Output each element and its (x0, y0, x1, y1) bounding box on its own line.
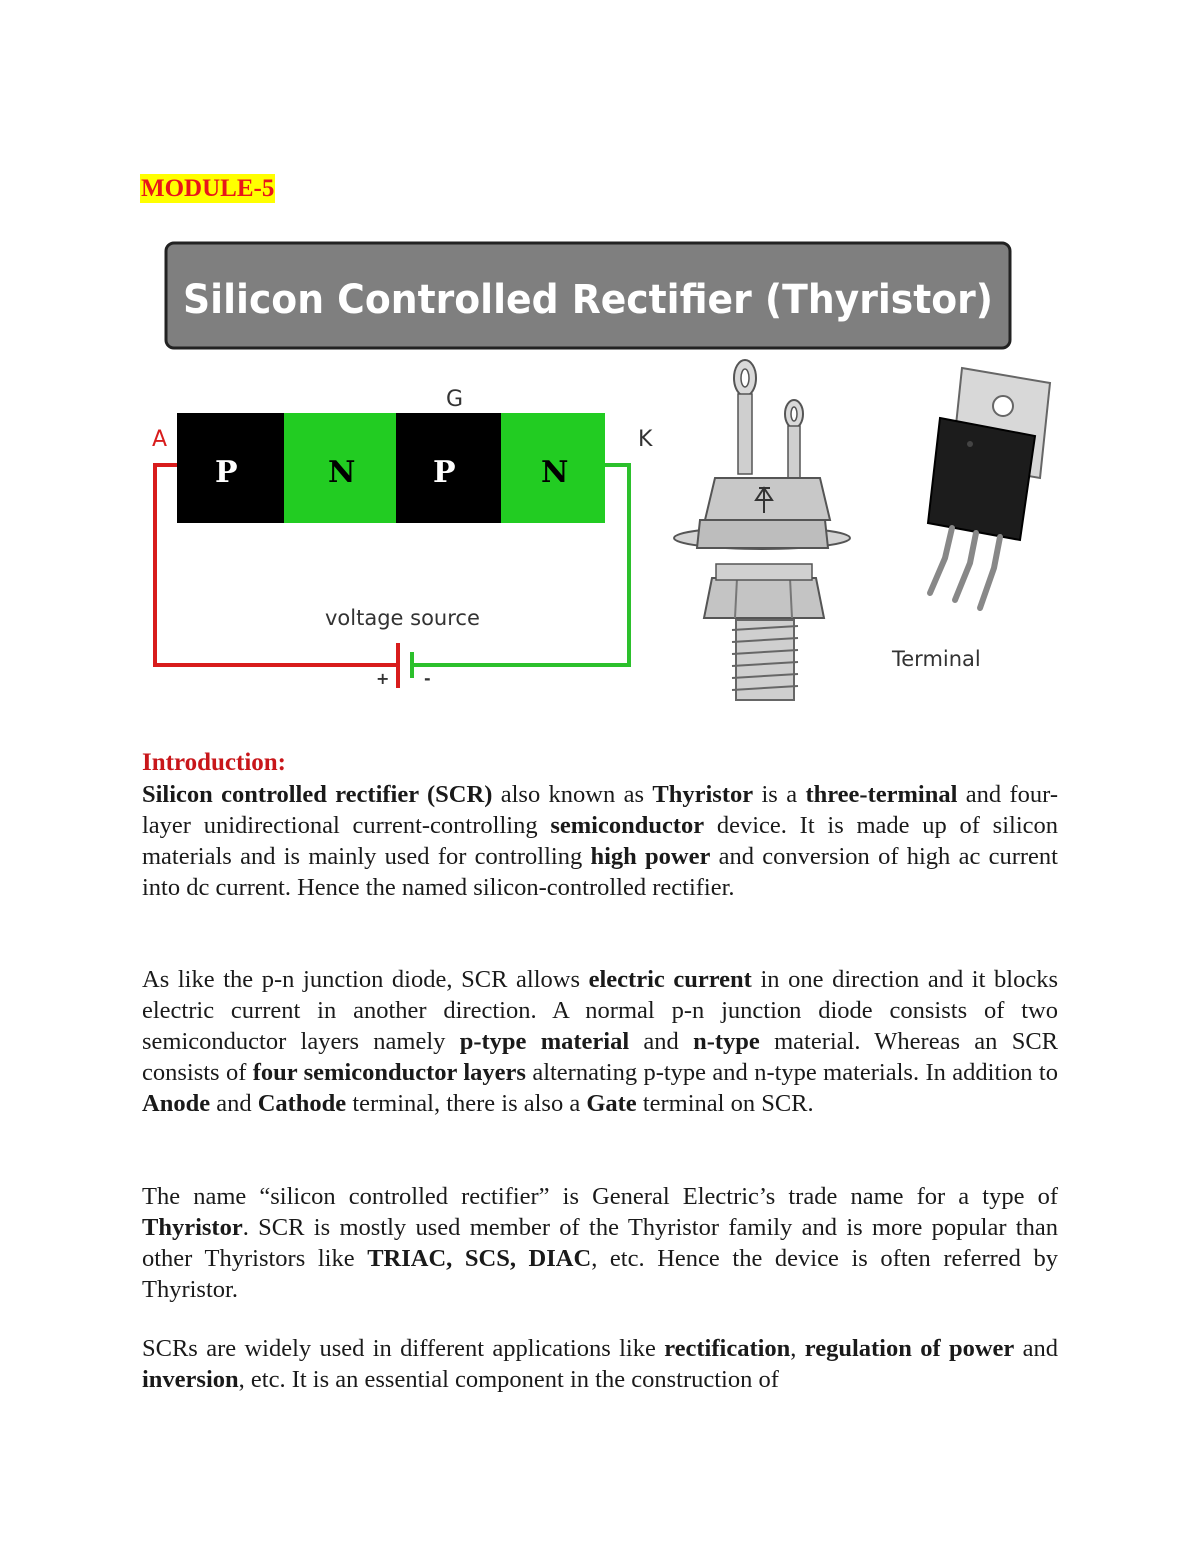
p3-run: , etc. Hence the device is often referred by Thyristor. (142, 1245, 1059, 1303)
p4-run: regulation of power (804, 1335, 1015, 1362)
layer-p1-label: P (215, 455, 238, 490)
terminal-k-label: K (638, 427, 653, 452)
p1-run: device. It is made up of silicon materials and is mainly used for controlling (142, 812, 1059, 870)
p4-run: , (790, 1335, 805, 1362)
p1-run: three-terminal (805, 781, 958, 808)
p3-run: TRIAC, SCS, DIAC (367, 1245, 592, 1272)
stud-thyristor-illustration (674, 360, 850, 700)
p2-run: Gate (586, 1090, 637, 1117)
terminal-caption: Terminal (892, 647, 981, 671)
p2-run: n-type (693, 1028, 760, 1055)
paragraph-scr-definition (142, 779, 1058, 903)
voltage-source-label: voltage source (325, 606, 480, 630)
plus-sign: + (376, 669, 390, 688)
p4-run: , etc. It is an essential component in the construction of (238, 1366, 779, 1393)
p1-run: also known as (492, 781, 653, 808)
paragraph-pn-junction-comparison (142, 964, 1058, 1119)
paragraph-trade-name (142, 1181, 1058, 1305)
terminal-a-label: A (152, 427, 168, 452)
p2-run: electric current (588, 966, 752, 993)
p3-run: The name “silicon controlled rectifier” is General Electric’s trade name for a type of (142, 1183, 1058, 1210)
p1-run: and four-layer unidirectional current-controlling (142, 781, 1058, 839)
layer-n2-label: N (541, 455, 569, 490)
p1-run: Silicon controlled rectifier (SCR) (142, 781, 493, 808)
p2-run: p-type material (459, 1028, 630, 1055)
p2-run: four semiconductor layers (252, 1059, 526, 1086)
p2-run: terminal, there is also a (346, 1090, 587, 1117)
module-label: MODULE-5 (141, 175, 275, 202)
p4-run: rectification (664, 1335, 791, 1362)
layer-p2-label: P (433, 455, 456, 490)
p2-run: in one direction and it blocks electric current in another direction. A normal p-n junction diode consists of two semiconductor layers namely (142, 966, 1059, 1055)
p2-run: and (210, 1090, 258, 1117)
minus-sign: - (424, 669, 431, 688)
p4-run: SCRs are widely used in different applications like (142, 1335, 665, 1362)
pnpn-layers (177, 413, 605, 523)
p1-run: is a (753, 781, 806, 808)
p1-run: and conversion of high ac current into dc current. Hence the named silicon-controlled rectifier. (142, 843, 1058, 901)
introduction-heading: Introduction: (142, 749, 287, 776)
p3-run: . SCR is mostly used member of the Thyristor family and is more popular than other Thyristors like (142, 1214, 1058, 1272)
layer-n1-label: N (328, 455, 356, 490)
p1-run: semiconductor (550, 812, 705, 839)
scr-figure (140, 238, 1060, 708)
p2-run: As like the p-n junction diode, SCR allows (142, 966, 589, 993)
p2-run: alternating p-type and n-type materials. In addition to (525, 1059, 1058, 1086)
p2-run: material. Whereas an SCR consists of (142, 1028, 1059, 1086)
banner-title: Silicon Controlled Rectifier (Thyristor) (183, 277, 993, 323)
p3-run: Thyristor (142, 1214, 243, 1241)
p1-run: high power (590, 843, 711, 870)
to220-package-illustration (928, 368, 1050, 608)
title-banner (166, 243, 1010, 348)
p2-run: terminal on SCR. (636, 1090, 814, 1117)
paragraph-applications (142, 1333, 1058, 1395)
p2-run: Cathode (257, 1090, 347, 1117)
p1-run: Thyristor (652, 781, 754, 808)
p2-run: Anode (142, 1090, 211, 1117)
terminal-g-label: G (446, 387, 464, 412)
p2-run: and (629, 1028, 694, 1055)
p4-run: inversion (142, 1366, 239, 1393)
p4-run: and (1014, 1335, 1059, 1362)
